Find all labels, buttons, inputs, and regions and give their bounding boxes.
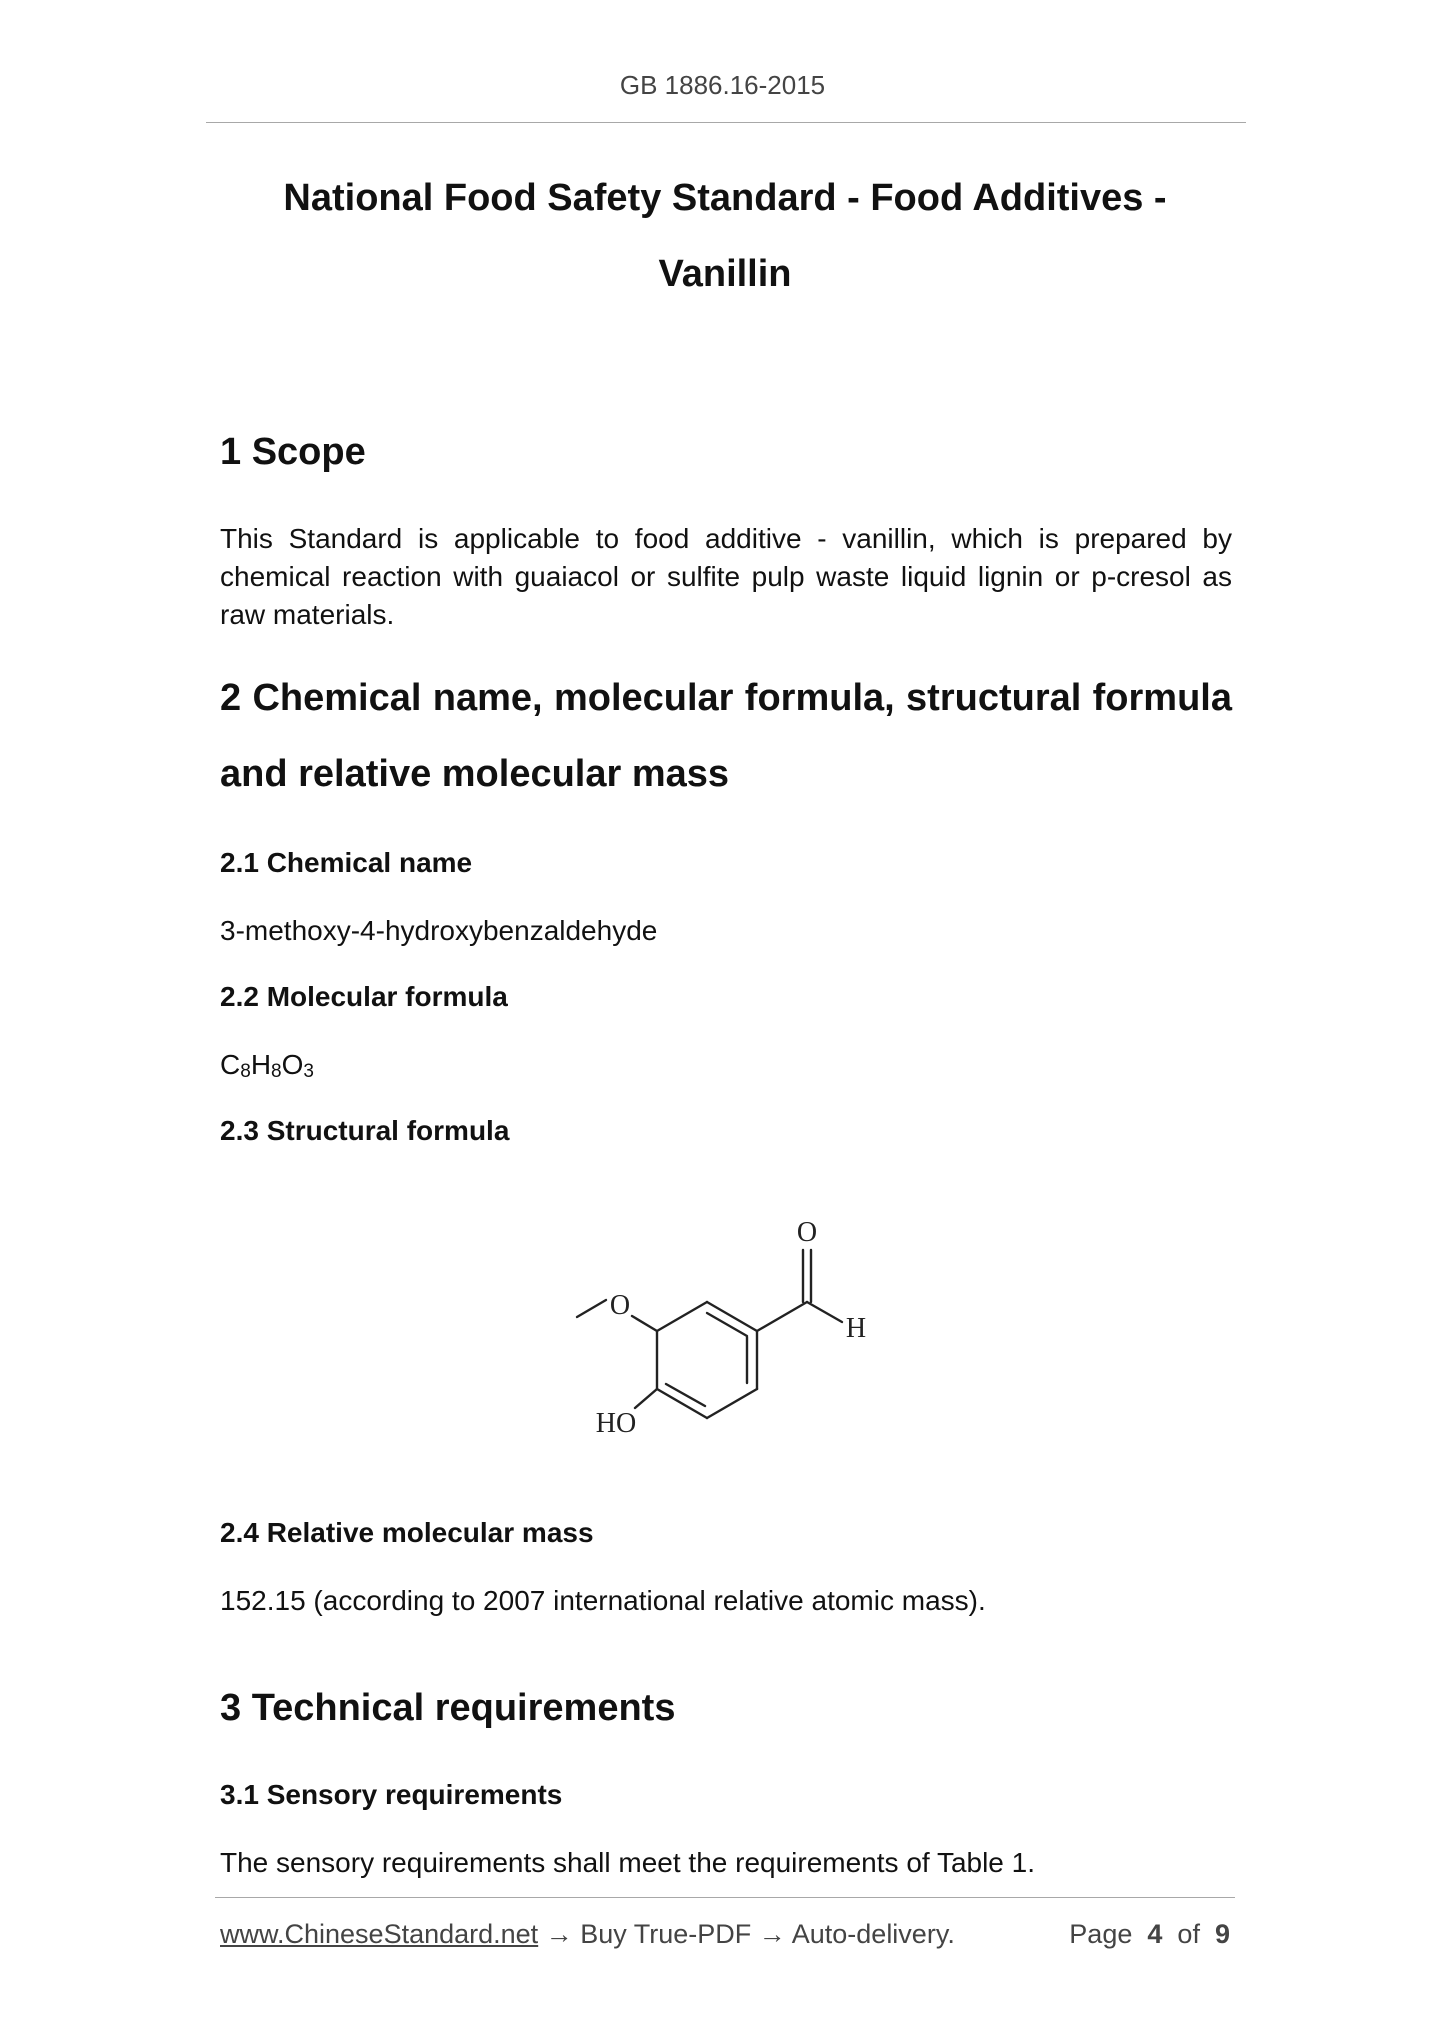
- sensory-paragraph: The sensory requirements shall meet the requirements of Table 1.: [220, 1847, 1036, 1878]
- page-indicator: [1069, 1917, 1230, 1951]
- hydroxyl-label: HO: [595, 1408, 637, 1439]
- formula-c: C: [220, 1049, 241, 1080]
- footer-promo: [220, 1917, 955, 1951]
- section-heading-chemical: 2 Chemical name, molecular formula, structural formula and relative molecular mass: [220, 677, 1232, 795]
- header-divider: [206, 122, 1246, 123]
- website-link[interactable]: www.ChineseStandard.net: [220, 1919, 539, 1949]
- page-label: Page: [1069, 1919, 1133, 1949]
- aldehyde-hydrogen-label: H: [845, 1313, 867, 1344]
- section-heading-scope: 1 Scope: [220, 431, 366, 473]
- footer-tagline: → Buy True-PDF → Auto-delivery.: [538, 1919, 955, 1949]
- subsection-heading-structural-formula: 2.3 Structural formula: [220, 1115, 510, 1146]
- chemical-name-value: 3-methoxy-4-hydroxybenzaldehyde: [220, 915, 658, 946]
- formula-c-count: 8: [240, 1061, 251, 1082]
- document-code: GB 1886.16-2015: [619, 70, 826, 100]
- subsection-heading-molecular-formula: 2.2 Molecular formula: [220, 981, 508, 1012]
- molecular-formula-value: [220, 1046, 1232, 1084]
- formula-h: H: [250, 1049, 272, 1080]
- scope-paragraph: This Standard is applicable to food additive - vanillin, which is prepared by chemical reaction with guaiacol or sulfite pulp waste liquid lignin or p-cresol as raw materials.: [220, 523, 1232, 630]
- subsection-heading-molecular-mass: 2.4 Relative molecular mass: [220, 1517, 594, 1548]
- carbonyl-oxygen-label: O: [796, 1217, 818, 1248]
- subsection-heading-chemical-name: 2.1 Chemical name: [220, 847, 473, 878]
- page-of: of: [1177, 1919, 1200, 1949]
- document-title: National Food Safety Standard - Food Additives - Vanillin: [283, 177, 1167, 295]
- methoxy-oxygen-label: O: [609, 1290, 631, 1321]
- subsection-heading-sensory: 3.1 Sensory requirements: [220, 1779, 563, 1810]
- section-heading-technical: 3 Technical requirements: [220, 1687, 676, 1729]
- vanillin-structural-formula: [520, 1210, 920, 1450]
- formula-h-count: 8: [271, 1061, 282, 1082]
- page-current: 4: [1147, 1919, 1163, 1949]
- page-total: 9: [1214, 1919, 1230, 1949]
- molecular-mass-value: 152.15 (according to 2007 international relative atomic mass).: [220, 1585, 986, 1616]
- formula-o: O: [281, 1049, 304, 1080]
- footer-divider: [215, 1897, 1235, 1898]
- formula-o-count: 3: [303, 1061, 314, 1082]
